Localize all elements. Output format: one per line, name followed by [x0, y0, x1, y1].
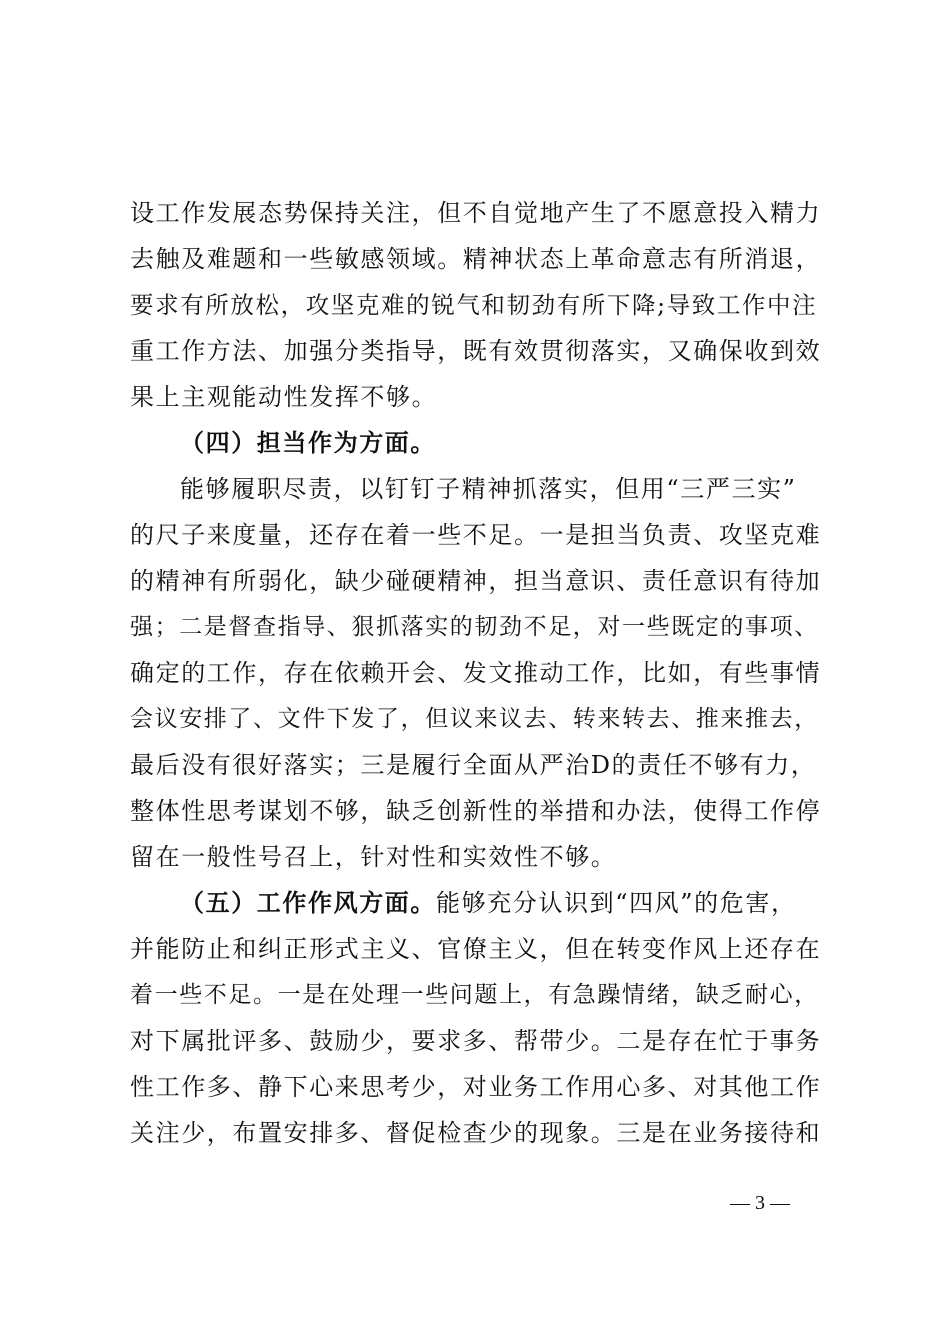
body-line: 能够履职尽责，以钉钉子精神抓落实，但用“三严三实”: [180, 475, 797, 503]
body-line: 去触及难题和一些敏感领域。精神状态上革命意志有所消退，: [130, 245, 822, 273]
body-line: 关注少，布置安排多、督促检查少的现象。三是在业务接待和: [130, 1119, 822, 1147]
body-line: 重工作方法、加强分类指导，既有效贯彻落实，又确保收到效: [130, 337, 822, 365]
body-line: 整体性思考谋划不够，缺乏创新性的举措和办法，使得工作停: [130, 797, 822, 825]
section-heading-5: （五）工作作风方面。: [180, 888, 436, 917]
body-line: 的尺子来度量，还存在着一些不足。一是担当负责、攻坚克难: [130, 521, 822, 549]
body-line: 并能防止和纠正形式主义、官僚主义，但在转变作风上还存在: [130, 935, 822, 963]
body-line: 着一些不足。一是在处理一些问题上，有急躁情绪，缺乏耐心，: [130, 982, 819, 1008]
body-text: 能够充分认识到“四风”的危害，: [436, 889, 797, 917]
section-5-paragraph-start: [180, 883, 830, 923]
body-line: 强；二是督查指导、狠抓落实的韧劲不足，对一些既定的事项、: [130, 614, 819, 640]
body-line: 对下属批评多、鼓励少，要求多、帮带少。二是存在忙于事务: [130, 1027, 822, 1055]
page-number: — 3 —: [730, 1192, 790, 1214]
body-line: 留在一般性号召上，针对性和实效性不够。: [130, 843, 617, 871]
body-line: 设工作发展态势保持关注，但不自觉地产生了不愿意投入精力: [130, 199, 822, 227]
body-line: 果上主观能动性发挥不够。: [130, 383, 438, 411]
body-line: 要求有所放松，攻坚克难的锐气和韧劲有所下降;导致工作中注: [130, 291, 818, 319]
body-line: 的精神有所弱化，缺少碰硬精神，担当意识、责任意识有待加: [130, 567, 822, 595]
section-heading-4: （四）担当作为方面。: [180, 428, 436, 457]
body-line: 最后没有很好落实；三是履行全面从严治D的责任不够有力，: [130, 751, 817, 779]
body-line: 性工作多、静下心来思考少，对业务工作用心多、对其他工作: [130, 1073, 822, 1101]
body-line: 确定的工作，存在依赖开会、发文推动工作，比如，有些事情: [130, 659, 822, 687]
body-line: 会议安排了、文件下发了，但议来议去、转来转去、推来推去，: [130, 706, 819, 732]
